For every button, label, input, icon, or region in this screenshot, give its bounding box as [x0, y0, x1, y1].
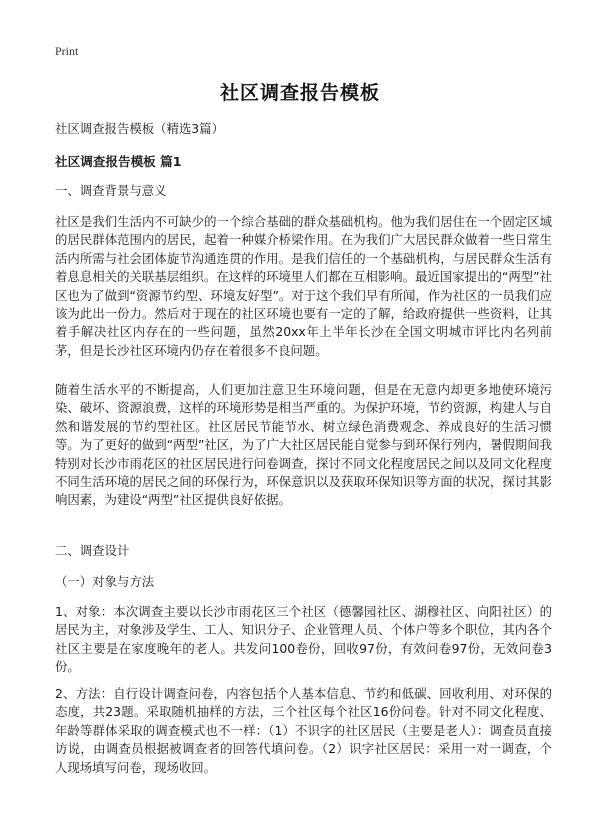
document-title: 社区调查报告模板	[219, 82, 380, 104]
heading-background: 一、调查背景与意义	[55, 183, 167, 198]
heading-objects: （一）对象与方法	[55, 574, 155, 589]
print-label: Print	[55, 44, 79, 58]
heading-design: 二、调查设计	[55, 543, 130, 558]
paragraph-4: 2、方法：自行设计调查问卷，内容包括个人基本信息、节约和低碳、回收利用、对环保的态度，共23题。采取随机抽样的方法，三个社区每个社区16份问卷。针对不同文化程度、年龄等群体采取的调查模式也不一样：（1）不识字的社区居民（主要是老人）：调查员直接访说，由调查员根据被调查者的回答代填问卷。（2）识字社区居民：采用一对一调查，个人现场填写问卷，现场收回。	[55, 686, 552, 775]
section-heading: 社区调查报告模板 篇1	[55, 154, 182, 169]
paragraph-3: 1、对象：本次调查主要以长沙市雨花区三个社区（德馨园社区、湖穆社区、向阳社区）的居民为主，对象涉及学生、工人、知识分子、企业管理人员、个体户等多个职位，其内各个社区主要是在家度晚年的老人。共发问100卷份，回收97份，有效问卷97份，无效问卷3份。	[55, 604, 552, 675]
paragraph-1: 社区是我们生活内不可缺少的一个综合基础的群众基础机构。他为我们居住在一个固定区域的居民群体范围内的居民，起着一种媒介桥梁作用。在为我们广大居民群众做着一些日常生活内所需与社会团体旋节沟通连贯的作用。是我们信任的一个基础机构，与居民群众生活有着息息相关的关联基层组织。在这样的环境里人们都在互相影响。最近国家提出的“两型”社区也为了做到“资源节约型、环境友好型”。对于这个我们早有所闻，作为社区的一员我们应该为此出一份力。然后对于现在的社区环境也要有一定的了解，给政府提供一些资料，让其着手解决社区内存在的一些问题，虽然20xx年上半年长沙在全国文明城市评比内名列前茅，但是长沙社区环境内仍存在着很多不良问题。	[55, 214, 552, 358]
paragraph-2: 随着生活水平的不断提高，人们更加注意卫生环境问题，但是在无意内却更多地使环境污染、破坏、资源浪费，这样的环境形势是相当严重的。为保护环境，节约资源，构建人与自然和谐发展的节约型社区。社区居民节能节水、树立绿色消费观念、养成良好的生活习惯等。为了更好的做到“两型”社区，为了广大社区居民能自觉参与到环保行列内，暑假期间我特别对长沙市雨花区的社区居民进行问卷调查，探讨不同文化程度居民之间以及同文化程度不同生活环境的居民之间的环保行为，环保意识以及获取环保知识等方面的状况，探讨其影响因素，为建设“两型”社区提供良好依据。	[55, 382, 552, 508]
document-subtitle: 社区调查报告模板（精选3篇）	[55, 121, 224, 136]
